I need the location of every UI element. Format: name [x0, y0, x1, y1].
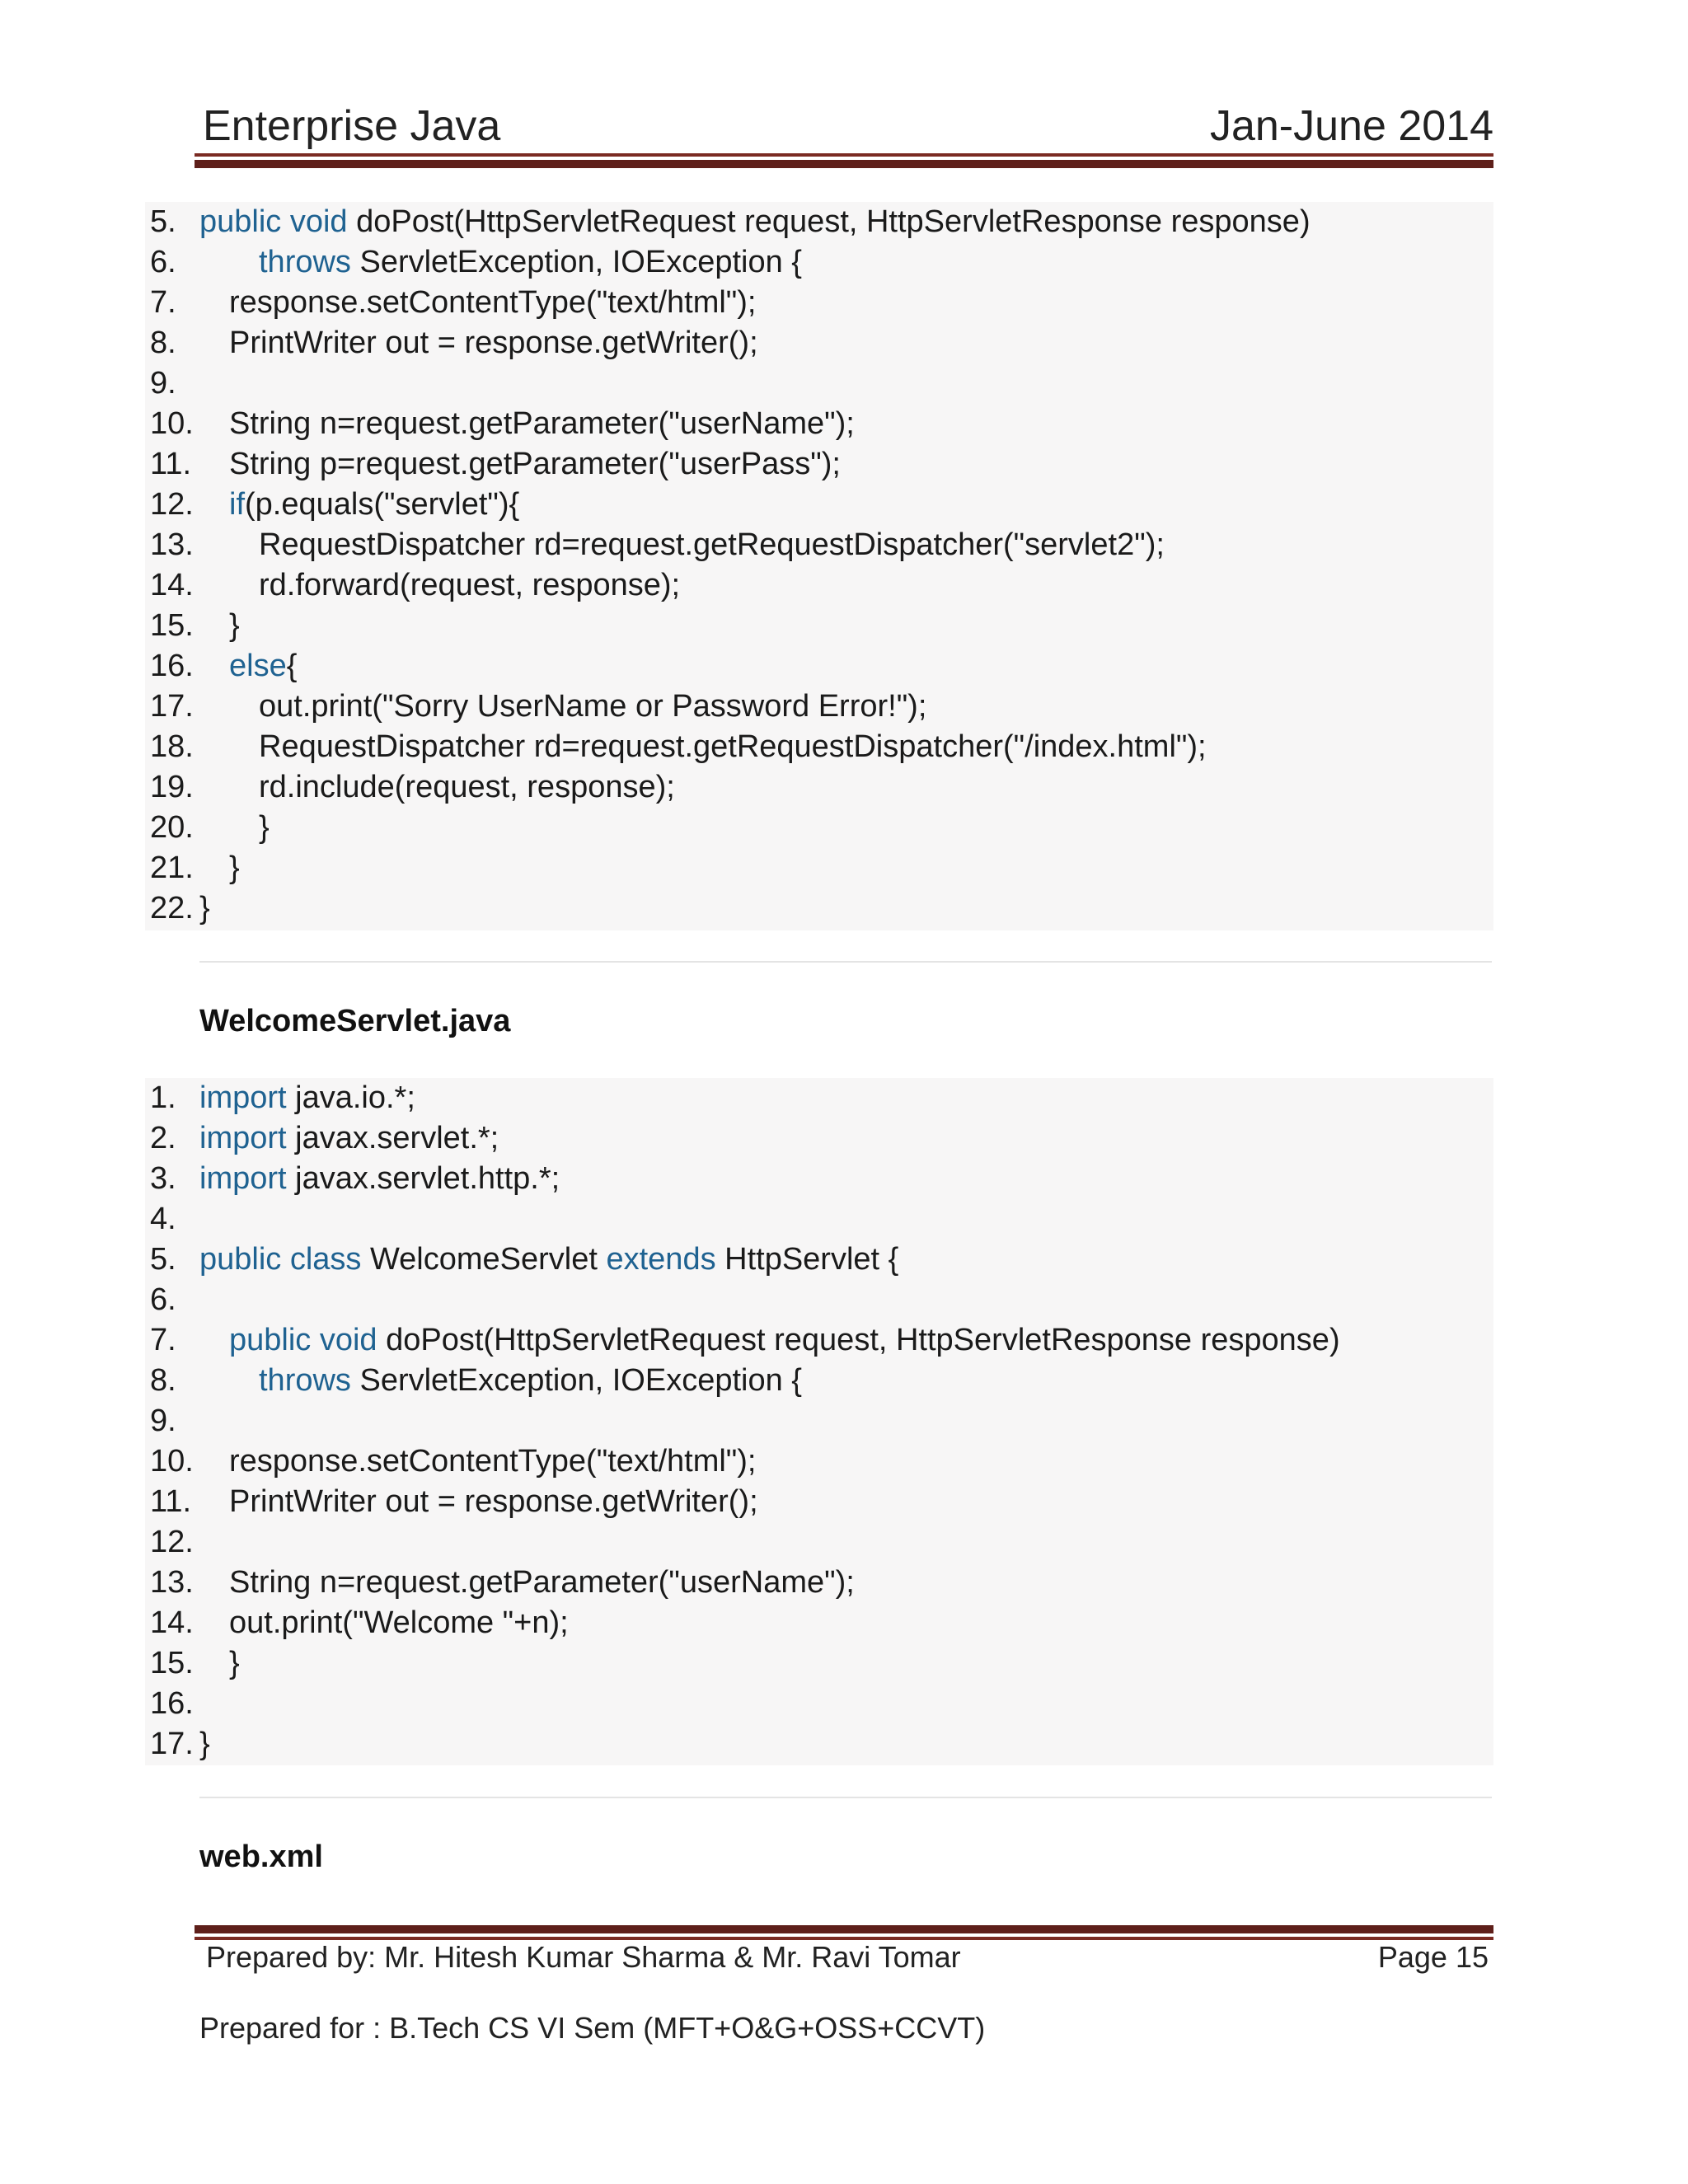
line-number: 12. [150, 1525, 194, 1559]
code-line [145, 525, 1493, 565]
keyword: import [199, 1080, 287, 1115]
line-number: 18. [150, 729, 194, 764]
code-text [199, 727, 1207, 767]
code-line [145, 1603, 1493, 1643]
line-number: 17. [150, 1727, 194, 1761]
code-line [145, 848, 1493, 888]
line-number: 14. [150, 1605, 194, 1640]
code-token: } [259, 810, 270, 845]
line-number: 5. [150, 1242, 176, 1277]
line-number: 2. [150, 1121, 176, 1155]
prepared-by: Prepared by: Mr. Hitesh Kumar Sharma & Mr. Ravi Tomar [206, 1940, 961, 1974]
code-line [145, 1118, 1493, 1159]
code-line [145, 1684, 1493, 1724]
code-line [145, 1361, 1493, 1401]
line-number: 13. [150, 1565, 194, 1600]
code-line [145, 1441, 1493, 1482]
line-number: 11. [150, 1484, 192, 1519]
line-number: 19. [150, 770, 194, 804]
line-number: 17. [150, 689, 194, 724]
line-number: 15. [150, 608, 194, 643]
code-line [145, 727, 1493, 767]
code-text [199, 808, 270, 848]
line-number: 11. [150, 447, 192, 481]
code-token: doPost(HttpServletRequest request, HttpServletResponse response) [347, 204, 1311, 239]
code-text [199, 1118, 499, 1159]
code-text [199, 404, 855, 444]
code-line [145, 202, 1493, 242]
code-token: ServletException, IOException { [350, 1363, 802, 1398]
code-text [199, 202, 1311, 242]
code-text [199, 1159, 560, 1199]
code-text [199, 1563, 855, 1603]
code-line [145, 808, 1493, 848]
code-text [199, 525, 1165, 565]
code-line [145, 1280, 1493, 1320]
line-number: 7. [150, 1323, 176, 1357]
code-text [199, 1603, 569, 1643]
code-line [145, 1320, 1493, 1361]
code-text [199, 606, 240, 646]
code-line [145, 363, 1493, 404]
code-text [199, 888, 210, 929]
code-line [145, 404, 1493, 444]
code-line [145, 1078, 1493, 1118]
code-token: } [229, 851, 240, 885]
code-token: String p=request.getParameter("userPass"); [229, 447, 841, 481]
keyword: import [199, 1121, 287, 1155]
line-number: 20. [150, 810, 194, 845]
code-token: PrintWriter out = response.getWriter(); [229, 326, 758, 360]
line-number: 16. [150, 1686, 194, 1721]
line-number: 6. [150, 245, 176, 279]
code-line [145, 323, 1493, 363]
line-number: 5. [150, 204, 176, 239]
code-token: rd.forward(request, response); [259, 568, 681, 602]
code-line [145, 1159, 1493, 1199]
code-line [145, 283, 1493, 323]
document-title: Enterprise Java [203, 102, 501, 150]
line-number: 12. [150, 487, 194, 522]
code-text [199, 1361, 802, 1401]
code-token: javax.servlet.*; [286, 1121, 499, 1155]
page-number: Page 15 [1377, 1940, 1489, 1974]
code-text [199, 767, 675, 808]
code-token: RequestDispatcher rd=request.getRequestDispatcher("servlet2"); [259, 527, 1165, 562]
keyword: extends [606, 1242, 716, 1277]
code-line [145, 242, 1493, 283]
code-line [145, 687, 1493, 727]
line-number: 22. [150, 891, 194, 926]
code-text [199, 848, 240, 888]
code-token: } [229, 1646, 240, 1680]
code-text [199, 444, 841, 485]
code-text [199, 1320, 1340, 1361]
code-token: doPost(HttpServletRequest request, HttpServletResponse response) [377, 1323, 1340, 1357]
footer-rule [195, 1925, 1493, 1940]
code-token: HttpServlet { [715, 1242, 899, 1277]
code-text [199, 646, 297, 687]
line-number: 14. [150, 568, 194, 602]
file-title-welcomeservlet: WelcomeServlet.java [199, 1004, 511, 1038]
code-line [145, 1240, 1493, 1280]
line-number: 16. [150, 649, 194, 683]
code-token: out.print("Welcome "+n); [229, 1605, 569, 1640]
code-text [199, 1724, 210, 1765]
code-block-loginservlet [145, 202, 1493, 930]
code-text [199, 1078, 415, 1118]
keyword: public void [199, 204, 348, 239]
code-line [145, 1643, 1493, 1684]
code-line [145, 1199, 1493, 1240]
code-line [145, 1482, 1493, 1522]
keyword: public void [229, 1323, 377, 1357]
line-number: 1. [150, 1080, 176, 1115]
keyword: if [229, 487, 245, 522]
keyword: public class [199, 1242, 362, 1277]
line-number: 8. [150, 1363, 176, 1398]
code-token: java.io.*; [286, 1080, 415, 1115]
code-token: } [199, 1727, 210, 1761]
code-token: } [199, 891, 210, 926]
line-number: 13. [150, 527, 194, 562]
code-text [199, 687, 926, 727]
code-token: String n=request.getParameter("userName"); [229, 1565, 855, 1600]
code-line [145, 888, 1493, 929]
keyword: import [199, 1161, 287, 1196]
code-line [145, 1563, 1493, 1603]
line-number: 9. [150, 1404, 176, 1438]
code-token: javax.servlet.http.*; [286, 1161, 560, 1196]
file-title-webxml: web.xml [199, 1840, 323, 1874]
separator [199, 1797, 1492, 1798]
code-text [199, 283, 757, 323]
line-number: 21. [150, 851, 194, 885]
keyword: else [229, 649, 287, 683]
code-line [145, 1401, 1493, 1441]
line-number: 10. [150, 1444, 194, 1479]
keyword: throws [259, 1363, 351, 1398]
code-text [199, 1643, 240, 1684]
line-number: 4. [150, 1202, 176, 1236]
code-line [145, 1522, 1493, 1563]
code-text [199, 485, 519, 525]
line-number: 3. [150, 1161, 176, 1196]
code-token: (p.equals("servlet"){ [245, 487, 520, 522]
code-line [145, 606, 1493, 646]
code-text [199, 323, 758, 363]
separator [199, 961, 1492, 963]
code-token: response.setContentType("text/html"); [229, 1444, 757, 1479]
code-token: WelcomeServlet [361, 1242, 607, 1277]
code-token: String n=request.getParameter("userName"); [229, 406, 855, 441]
code-line [145, 767, 1493, 808]
keyword: throws [259, 245, 351, 279]
code-text [199, 1441, 757, 1482]
line-number: 6. [150, 1282, 176, 1317]
code-token: rd.include(request, response); [259, 770, 675, 804]
code-token: } [229, 608, 240, 643]
line-number: 10. [150, 406, 194, 441]
code-line [145, 1724, 1493, 1765]
line-number: 15. [150, 1646, 194, 1680]
code-text [199, 1240, 898, 1280]
code-text [199, 565, 680, 606]
code-block-welcomeservlet [145, 1078, 1493, 1765]
header-rule [195, 153, 1493, 168]
code-token: ServletException, IOException { [350, 245, 802, 279]
code-token: RequestDispatcher rd=request.getRequestDispatcher("/index.html"); [259, 729, 1207, 764]
code-token: PrintWriter out = response.getWriter(); [229, 1484, 758, 1519]
code-token: { [286, 649, 298, 683]
line-number: 9. [150, 366, 176, 401]
code-line [145, 646, 1493, 687]
line-number: 7. [150, 285, 176, 320]
code-text [199, 1482, 758, 1522]
code-line [145, 444, 1493, 485]
code-line [145, 565, 1493, 606]
document-date: Jan-June 2014 [1209, 102, 1493, 150]
code-token: response.setContentType("text/html"); [229, 285, 757, 320]
prepared-for: Prepared for : B.Tech CS VI Sem (MFT+O&G+OSS+CCVT) [199, 2011, 986, 2045]
code-token: out.print("Sorry UserName or Password Error!"); [259, 689, 927, 724]
code-text [199, 242, 802, 283]
code-line [145, 485, 1493, 525]
line-number: 8. [150, 326, 176, 360]
